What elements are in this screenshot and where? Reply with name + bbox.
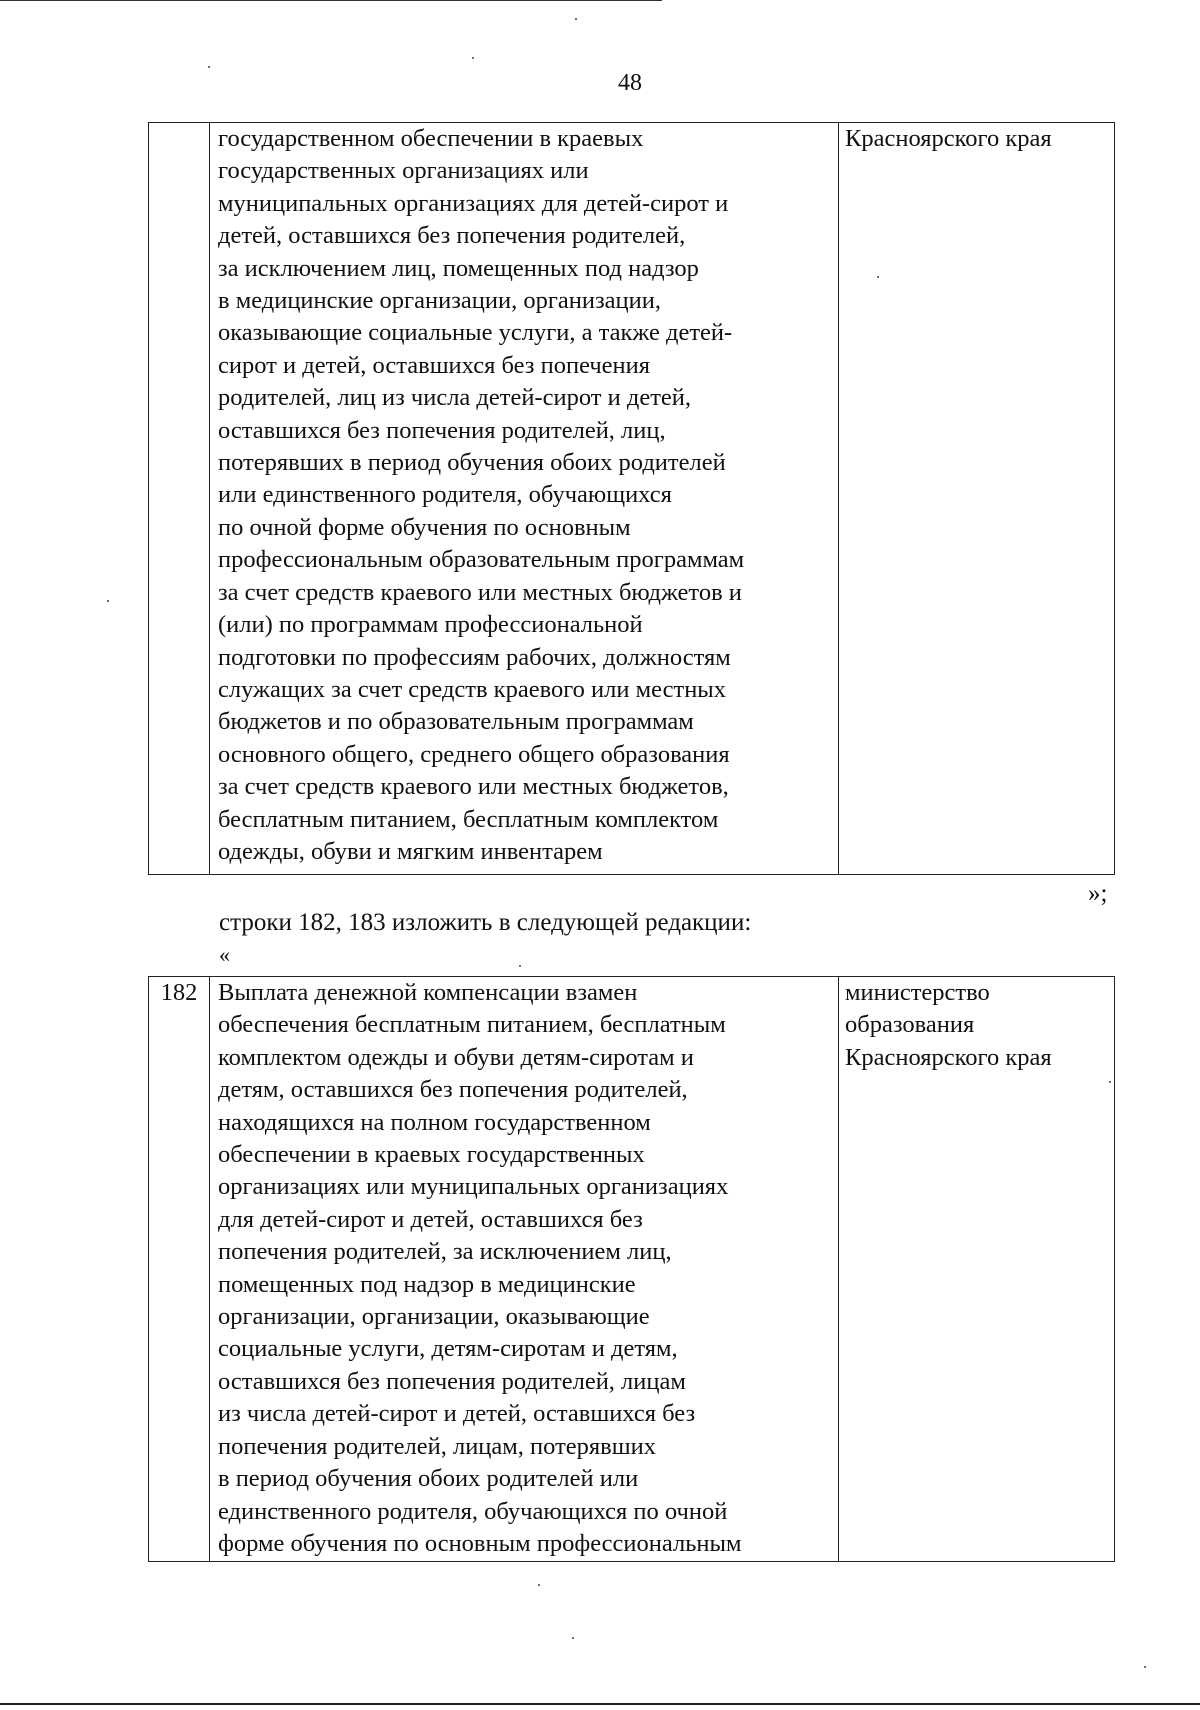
text-line: оставшихся без попечения родителей, лиц, (218, 416, 666, 444)
table-row (149, 977, 1115, 1562)
amendment-instruction: строки 182, 183 изложить в следующей редакции: (219, 909, 752, 936)
text-line: по очной форме обучения по основным (218, 513, 631, 541)
text-line: образования (845, 1011, 975, 1039)
text-line: Выплата денежной компенсации взамен (218, 979, 638, 1006)
text-line: детей, оставшихся без попечения родителей, (218, 222, 686, 250)
text-line: основного общего, среднего общего образования (218, 740, 730, 768)
text-line: находящихся на полном государственном (218, 1108, 651, 1136)
text-line: организациях или муниципальных организациях (218, 1173, 729, 1201)
text-line: обеспечении в краевых государственных (218, 1141, 645, 1169)
text-line: обеспечения бесплатным питанием, бесплатным (218, 1011, 726, 1039)
row-organization-cell (839, 977, 1115, 1562)
scan-speck (472, 57, 474, 59)
text-line: государственном обеспечении в краевых (218, 125, 644, 152)
text-line: форме обучения по основным профессиональным (218, 1529, 742, 1557)
row-description-cell (210, 977, 839, 1562)
scan-speck (538, 1584, 540, 1586)
text-line: для детей-сирот и детей, оставшихся без (218, 1205, 643, 1233)
scan-speck (575, 18, 577, 20)
text-line: попечения родителей, лицам, потерявших (218, 1432, 656, 1460)
text-line: или единственного родителя, обучающихся (218, 481, 672, 509)
scan-bottom-edge-line (0, 1703, 1200, 1705)
text-line: Красноярского края (845, 1043, 1052, 1071)
text-line: за счет средств краевого или местных бюджетов и (218, 578, 742, 606)
page-number: 48 (618, 70, 642, 96)
text-line: оказывающие социальные услуги, а также детей- (218, 319, 733, 347)
text-line: комплектом одежды и обуви детям-сиротам и (218, 1043, 694, 1071)
closing-quote: »; (1088, 880, 1108, 907)
text-line: министерство (845, 979, 990, 1006)
text-line: подготовки по профессиям рабочих, должностям (218, 643, 731, 671)
text-line: за счет средств краевого или местных бюджетов, (218, 773, 729, 801)
scan-speck (1109, 1081, 1111, 1083)
text-line: бесплатным питанием, бесплатным комплектом (218, 805, 719, 833)
scan-speck (519, 965, 521, 967)
text-line: оставшихся без попечения родителей, лицам (218, 1367, 686, 1395)
scan-top-edge-line (0, 0, 662, 1)
text-line: родителей, лиц из числа детей-сирот и детей, (218, 384, 692, 412)
opening-quote: « (219, 942, 230, 967)
row-description-cell (210, 123, 839, 875)
text-line: Красноярского края (845, 125, 1052, 152)
text-line: (или) по программам профессиональной (218, 611, 643, 639)
row-number-cell (149, 123, 210, 875)
text-line: помещенных под надзор в медицинские (218, 1270, 636, 1298)
scan-speck (877, 276, 879, 278)
scan-speck (107, 600, 109, 602)
text-line: в медицинские организации, организации, (218, 287, 661, 315)
text-line: социальные услуги, детям-сиротам и детям, (218, 1335, 678, 1363)
scan-speck (1144, 1666, 1146, 1668)
text-line: профессиональным образовательным программам (218, 546, 745, 574)
text-line: единственного родителя, обучающихся по очной (218, 1497, 728, 1525)
table-continuation (148, 122, 1115, 875)
text-line: служащих за счет средств краевого или местных (218, 675, 727, 703)
text-line: за исключением лиц, помещенных под надзор (218, 254, 699, 282)
text-line: из числа детей-сирот и детей, оставшихся без (218, 1400, 696, 1428)
row-organization-cell (839, 123, 1115, 875)
row-number-cell: 182 (149, 977, 210, 1562)
text-line: муниципальных организациях для детей-сирот и (218, 189, 729, 217)
table-row (149, 123, 1115, 875)
text-line: организации, организации, оказывающие (218, 1303, 650, 1331)
text-line: потерявших в период обучения обоих родителей (218, 449, 726, 477)
table-new-rows (148, 976, 1115, 1562)
text-line: бюджетов и по образовательным программам (218, 708, 694, 736)
scan-speck (208, 66, 210, 68)
text-line: в период обучения обоих родителей или (218, 1465, 639, 1493)
text-line: попечения родителей, за исключением лиц, (218, 1238, 672, 1266)
text-line: государственных организациях или (218, 157, 589, 185)
text-line: сирот и детей, оставшихся без попечения (218, 351, 651, 379)
scan-speck (572, 1637, 574, 1639)
text-line: одежды, обуви и мягким инвентарем (218, 837, 603, 865)
text-line: детям, оставшихся без попечения родителей, (218, 1076, 688, 1104)
